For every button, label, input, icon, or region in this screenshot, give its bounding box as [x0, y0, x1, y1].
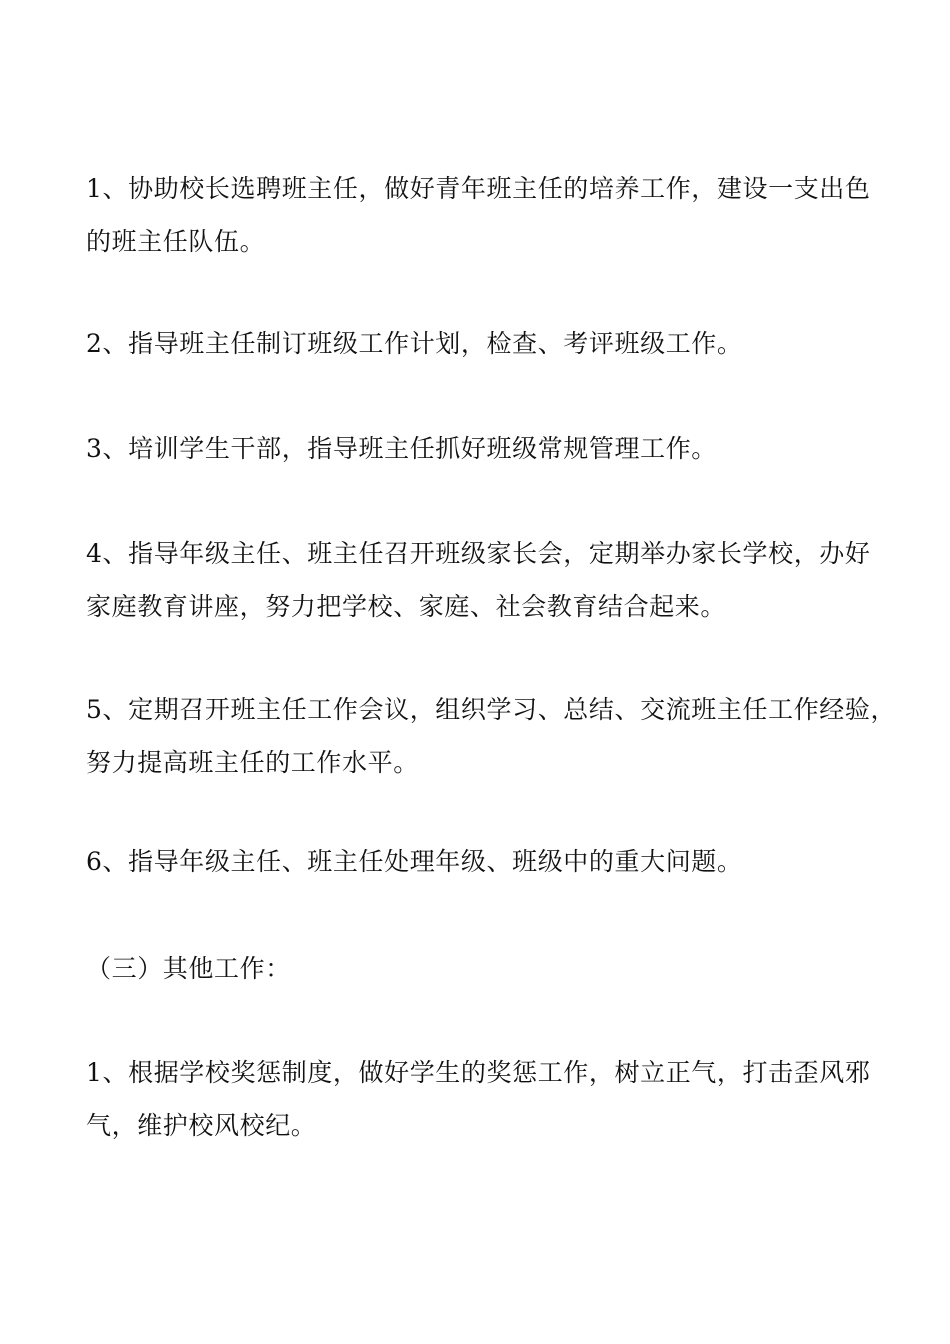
text-line: 的班主任队伍。: [86, 227, 266, 256]
text-line: 5、定期召开班主任工作会议，组织学习、总结、交流班主任工作经验，: [86, 695, 897, 724]
text-line: 家庭教育讲座，努力把学校、家庭、社会教育结合起来。: [86, 592, 727, 621]
text-line: 3、培训学生干部，指导班主任抓好班级常规管理工作。: [86, 434, 717, 463]
text-line: 1、根据学校奖惩制度，做好学生的奖惩工作，树立正气，打击歪风邪: [86, 1058, 871, 1087]
text-line: 2、指导班主任制订班级工作计划，检查、考评班级工作。: [86, 329, 743, 358]
paragraph-item-2: [86, 317, 876, 370]
text-line: 气，维护校风校纪。: [86, 1111, 317, 1140]
paragraph-item-4: [86, 527, 876, 633]
paragraph-item-6: [86, 835, 876, 888]
paragraph-item-1: [86, 162, 876, 268]
paragraph-item-3: [86, 422, 876, 475]
section-heading-other-work: [86, 942, 876, 995]
text-line: （三）其他工作：: [86, 954, 291, 983]
paragraph-item-other-1: [86, 1046, 876, 1152]
text-line: 4、指导年级主任、班主任召开班级家长会，定期举办家长学校，办好: [86, 539, 871, 568]
paragraph-item-5: [86, 683, 897, 789]
text-line: 6、指导年级主任、班主任处理年级、班级中的重大问题。: [86, 847, 743, 876]
text-line: 1、协助校长选聘班主任，做好青年班主任的培养工作，建设一支出色: [86, 174, 871, 203]
text-line: 努力提高班主任的工作水平。: [86, 748, 419, 777]
